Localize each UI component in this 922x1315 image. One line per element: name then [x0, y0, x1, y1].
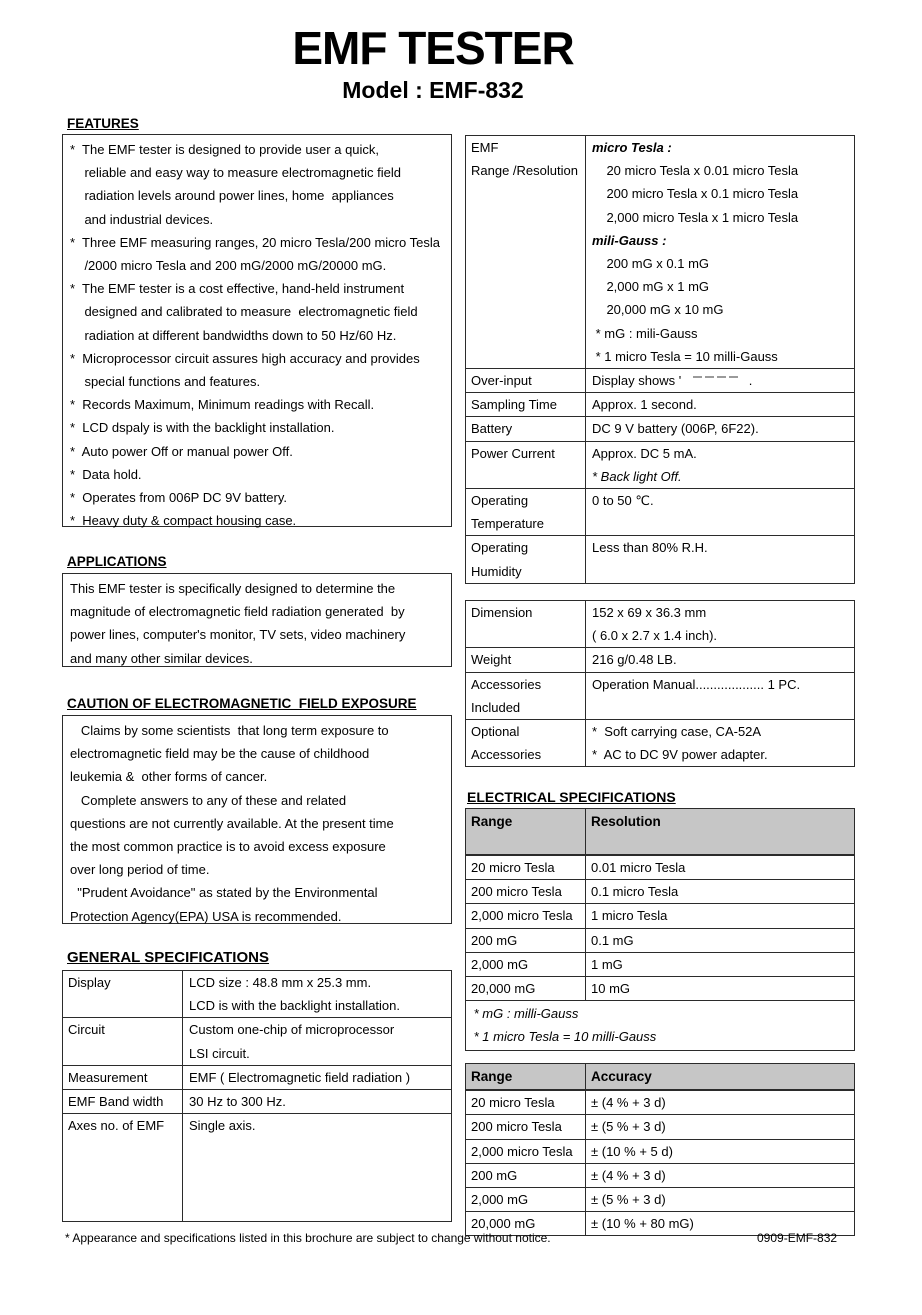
text-line: * LCD dspaly is with the backlight installation.	[70, 420, 335, 436]
table-notes	[466, 1000, 854, 1049]
spec-value	[586, 673, 854, 719]
text-line: 30 Hz to 300 Hz.	[189, 1094, 286, 1110]
accuracy-table	[465, 1063, 855, 1236]
spec-label	[466, 369, 586, 392]
spec-value	[183, 1066, 451, 1089]
spec-label	[466, 136, 586, 368]
table-row	[466, 1139, 854, 1163]
text-line: electromagnetic field may be the cause of childhood	[70, 746, 370, 762]
text-line: * mG : milli-Gauss	[470, 1006, 579, 1022]
text-line: Protection Agency(EPA) USA is recommended.	[70, 908, 342, 924]
table-cell: 1 mG	[591, 956, 623, 972]
general-specs-heading: GENERAL SPECIFICATIONS	[67, 949, 269, 966]
spec-value	[183, 1018, 451, 1064]
text-line: Operating	[471, 493, 529, 509]
text-line: Display	[68, 975, 111, 990]
spec-label	[466, 601, 586, 647]
spec-label	[63, 1066, 183, 1089]
spec-label	[466, 489, 586, 535]
spec-label	[63, 1018, 183, 1064]
text-line: and industrial devices.	[70, 211, 214, 227]
spec-value	[586, 442, 854, 488]
spec-value	[586, 369, 854, 392]
text-line: * The EMF tester is designed to provide user a quick,	[70, 142, 380, 157]
spec-row	[466, 416, 854, 440]
text-line: Optional	[471, 724, 520, 740]
text-line: Operating	[471, 540, 529, 556]
table-cell: ± (10 % + 5 d)	[591, 1143, 673, 1159]
caution-heading: CAUTION OF ELECTROMAGNETIC FIELD EXPOSURE	[67, 696, 417, 711]
table-cell: 2,000 micro Tesla	[466, 1140, 586, 1163]
text-line: DC 9 V battery (006P, 6F22).	[592, 421, 759, 437]
table-cell: ± (10 % + 80 mG)	[591, 1216, 694, 1232]
spec-row	[466, 136, 854, 368]
spec-row	[63, 1017, 451, 1064]
text-line: * Three EMF measuring ranges, 20 micro Tesla/200 micro Tesla	[70, 234, 440, 250]
text-line: the most common practice is to avoid excess exposure	[70, 839, 386, 855]
table-cell: 2,000 micro Tesla	[466, 904, 586, 927]
text-line: Weight	[471, 652, 512, 668]
text-line: Claims by some scientists that long term exposure to	[70, 723, 389, 738]
page-title: EMF TESTER	[292, 22, 574, 74]
spec-label	[466, 417, 586, 440]
spec-value	[586, 417, 854, 440]
footer-disclaimer: * Appearance and specifications listed in this brochure are subject to change without notice.	[65, 1231, 551, 1245]
spec-row	[466, 368, 854, 392]
text-line: 0 to 50 ℃.	[592, 493, 654, 509]
text-line: 200 mG x 0.1 mG	[592, 256, 710, 272]
text-line: Approx. DC 5 mA.	[592, 445, 697, 461]
text-line: * AC to DC 9V power adapter.	[592, 747, 768, 763]
text-line: 152 x 69 x 36.3 mm	[592, 605, 707, 620]
text-line: Single axis.	[189, 1118, 256, 1134]
text-line: * Back light Off.	[592, 468, 682, 484]
text-line: /2000 micro Tesla and 200 mG/2000 mG/20000 mG.	[70, 258, 387, 274]
text-line: designed and calibrated to measure electromagnetic field	[70, 304, 418, 320]
spec-label	[466, 536, 586, 582]
text-line: magnitude of electromagnetic field radiation generated by	[70, 604, 405, 620]
table-cell: 200 mG	[466, 929, 586, 952]
spec-value	[586, 489, 854, 535]
text-line: over long period of time.	[70, 862, 210, 878]
text-line: * Soft carrying case, CA-52A	[592, 724, 762, 740]
table-row	[466, 903, 854, 927]
spec-row	[466, 535, 854, 582]
spec-row	[466, 488, 854, 535]
general-specs-table	[62, 970, 452, 1222]
column-header: Resolution	[591, 814, 661, 829]
column-header: Range	[466, 1064, 586, 1089]
text-line: * The EMF tester is a cost effective, hand-held instrument	[70, 281, 405, 297]
spec-value	[586, 136, 854, 368]
spec-value	[586, 720, 854, 766]
text-line: * Records Maximum, Minimum readings with Recall.	[70, 397, 375, 413]
spec-value	[586, 393, 854, 416]
text-line: reliable and easy way to measure electromagnetic field	[70, 165, 401, 181]
table-cell: ± (4 % + 3 d)	[591, 1095, 666, 1111]
model-subtitle: Model : EMF-832	[342, 76, 524, 103]
text-line: EMF ( Electromagnetic field radiation )	[189, 1069, 411, 1085]
text-line: 216 g/0.48 LB.	[592, 652, 677, 668]
spec-row	[63, 971, 451, 1017]
text-line: Included	[471, 699, 521, 715]
spec-row	[63, 1089, 451, 1113]
text-line: Humidity	[471, 563, 522, 579]
table-header-row	[466, 809, 854, 855]
spec-value	[183, 971, 451, 1017]
text-line: 2,000 micro Tesla x 1 micro Tesla	[592, 209, 799, 225]
spec-value	[586, 601, 854, 647]
spec-row	[466, 392, 854, 416]
spec-label	[466, 393, 586, 416]
text-line: Accessories	[471, 676, 542, 692]
text-line: LCD size : 48.8 mm x 25.3 mm.	[189, 975, 372, 990]
text-line: EMF Band width	[68, 1094, 164, 1110]
table-cell: 2,000 mG	[466, 953, 586, 976]
text-line: LCD is with the backlight installation.	[189, 998, 400, 1014]
text-line: Accessories	[471, 747, 542, 763]
table-cell: 20 micro Tesla	[466, 856, 586, 879]
spec-label	[466, 648, 586, 671]
text-line: Custom one-chip of microprocessor	[189, 1022, 395, 1038]
text-line: * Data hold.	[70, 466, 142, 482]
features-heading: FEATURES	[67, 116, 139, 131]
text-line: leukemia & other forms of cancer.	[70, 769, 268, 785]
dash-segment	[705, 376, 714, 378]
electrical-specs-heading: ELECTRICAL SPECIFICATIONS	[467, 789, 676, 805]
table-cell: 20 micro Tesla	[466, 1091, 586, 1114]
table-cell: ± (4 % + 3 d)	[591, 1167, 666, 1183]
footer-document-code: 0909-EMF-832	[757, 1231, 838, 1245]
text-line: Battery	[471, 421, 513, 437]
text-line: micro Tesla :	[592, 140, 672, 155]
text-line: mili-Gauss :	[592, 232, 667, 248]
text-line: 20,000 mG x 10 mG	[592, 302, 724, 318]
dash-segment	[693, 376, 702, 378]
text-line: * Microprocessor circuit assures high accuracy and provides	[70, 350, 420, 366]
spec-row	[466, 601, 854, 647]
text-line: questions are not currently available. At the present time	[70, 815, 394, 831]
spec-label	[63, 971, 183, 1017]
spec-label	[63, 1090, 183, 1113]
spec-label	[63, 1114, 183, 1221]
text-line: Complete answers to any of these and related	[70, 792, 347, 808]
text-line: Power Current	[471, 445, 555, 461]
dimension-table	[465, 600, 855, 767]
text-line: Operation Manual................... 1 PC.	[592, 676, 801, 692]
table-row	[466, 855, 854, 879]
text-line: Sampling Time	[471, 397, 557, 413]
table-row	[466, 976, 854, 1000]
table-header-row	[466, 1064, 854, 1090]
table-row	[466, 1163, 854, 1187]
text-line: power lines, computer's monitor, TV sets, video machinery	[70, 627, 406, 643]
table-cell: 200 mG	[466, 1164, 586, 1187]
applications-heading: APPLICATIONS	[67, 554, 167, 569]
table-cell: 1 micro Tesla	[591, 908, 668, 924]
applications-box	[62, 573, 452, 667]
spec-row	[466, 672, 854, 719]
text-line: special functions and features.	[70, 374, 261, 390]
spec-row	[466, 647, 854, 671]
table-cell: 20,000 mG	[466, 977, 586, 1000]
text-line: * 1 micro Tesla = 10 milli-Gauss	[592, 348, 778, 364]
spec-label	[466, 442, 586, 488]
text-line: 200 micro Tesla x 0.1 micro Tesla	[592, 186, 799, 202]
spec-row	[466, 441, 854, 488]
overload-dashes-icon	[691, 369, 739, 392]
text-line: ( 6.0 x 2.7 x 1.4 inch).	[592, 628, 718, 644]
text-line: * 1 micro Tesla = 10 milli-Gauss	[470, 1029, 657, 1045]
text-line: * mG : mili-Gauss	[592, 325, 698, 341]
text-line: Dimension	[471, 605, 533, 620]
dash-segment	[717, 376, 726, 378]
spec-row	[63, 1065, 451, 1089]
spec-label	[466, 673, 586, 719]
column-header: Accuracy	[591, 1069, 652, 1084]
text-line: * Operates from 006P DC 9V battery.	[70, 490, 288, 506]
text-line: "Prudent Avoidance" as stated by the Environmental	[70, 885, 378, 901]
table-cell: 20,000 mG	[466, 1212, 586, 1235]
text-line: LSI circuit.	[189, 1045, 250, 1061]
text-line: EMF	[471, 140, 499, 155]
column-header: Range	[466, 809, 586, 854]
table-row	[466, 1090, 854, 1114]
text-line: radiation levels around power lines, home appliances	[70, 188, 394, 204]
table-cell: 0.1 mG	[591, 932, 634, 948]
text-line: Measurement	[68, 1069, 148, 1085]
spec-value	[183, 1114, 451, 1221]
spec-row	[63, 1113, 451, 1221]
table-cell: 10 mG	[591, 981, 631, 997]
spec-row	[466, 719, 854, 766]
spec-value	[586, 648, 854, 671]
text-line: Over-input	[471, 373, 532, 389]
emf-range-table	[465, 135, 855, 584]
text-line: Circuit	[68, 1022, 105, 1038]
table-cell: 0.01 micro Tesla	[591, 860, 686, 875]
text-line: and many other similar devices.	[70, 650, 253, 666]
text-line: * Heavy duty & compact housing case.	[70, 513, 297, 529]
spec-value	[586, 536, 854, 582]
caution-box	[62, 715, 452, 924]
text-line: 20 micro Tesla x 0.01 micro Tesla	[592, 163, 799, 179]
dash-segment	[729, 376, 738, 378]
table-row	[466, 1114, 854, 1138]
features-box	[62, 134, 452, 527]
table-cell: 200 micro Tesla	[466, 880, 586, 903]
table-cell: ± (5 % + 3 d)	[591, 1192, 666, 1208]
text-line: Axes no. of EMF	[68, 1118, 165, 1134]
text-line: This EMF tester is specifically designed to determine the	[70, 581, 396, 596]
spec-label	[466, 720, 586, 766]
table-row	[466, 928, 854, 952]
text-line: Approx. 1 second.	[592, 397, 697, 413]
text-line: Range /Resolution	[471, 163, 578, 179]
table-row	[466, 879, 854, 903]
table-cell: 0.1 micro Tesla	[591, 884, 679, 900]
text-line: Temperature	[471, 516, 544, 532]
text-line: 2,000 mG x 1 mG	[592, 279, 710, 295]
text-line: * Auto power Off or manual power Off.	[70, 443, 293, 459]
overload-display-line: Display shows ' .	[592, 369, 848, 392]
table-row	[466, 952, 854, 976]
text-line: radiation at different bandwidths down to 50 Hz/60 Hz.	[70, 327, 397, 343]
spec-value	[183, 1090, 451, 1113]
title-block	[0, 22, 866, 104]
table-cell: ± (5 % + 3 d)	[591, 1119, 666, 1135]
table-cell: 2,000 mG	[466, 1188, 586, 1211]
resolution-table	[465, 808, 855, 1051]
table-row	[466, 1187, 854, 1211]
text-line: Less than 80% R.H.	[592, 540, 708, 556]
table-cell: 200 micro Tesla	[466, 1115, 586, 1138]
